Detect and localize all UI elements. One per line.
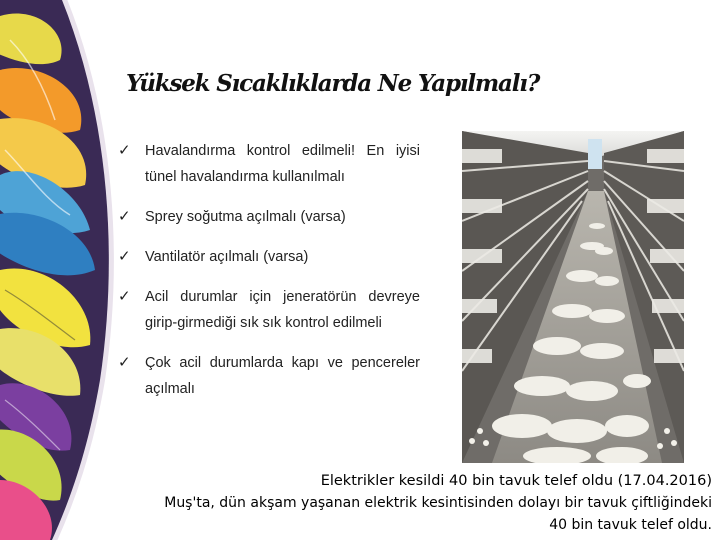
photo-caption — [152, 470, 712, 536]
bullet-text: Vantilatör açılmalı (varsa) — [145, 249, 309, 265]
bullet-text: Acil durumlar için jeneratörün devreye girip-girmediği sık sık kontrol edilmeli — [145, 289, 420, 331]
checkmark-icon: ✓ — [118, 354, 131, 371]
caption-body: Muş'ta, dün akşam yaşanan elektrik kesintisinden dolayı bir tavuk çiftliğindeki 40 bin tavuk telef oldu. — [164, 495, 712, 533]
bullet-item — [118, 204, 420, 230]
checkmark-icon: ✓ — [118, 142, 131, 159]
bullet-item — [118, 138, 420, 190]
bullet-list — [118, 138, 420, 416]
bullet-text: Çok acil durumlarda kapı ve pencereler açılmalı — [145, 355, 420, 397]
checkmark-icon: ✓ — [118, 208, 131, 225]
bullet-item — [118, 284, 420, 336]
bullet-item — [118, 350, 420, 402]
checkmark-icon: ✓ — [118, 288, 131, 305]
caption-headline: Elektrikler kesildi 40 bin tavuk telef oldu (17.04.2016) — [320, 473, 712, 489]
slide-title: Yüksek Sıcaklıklarda Ne Yapılmalı? — [126, 70, 540, 97]
bullet-text: Sprey soğutma açılmalı (varsa) — [145, 209, 346, 225]
checkmark-icon: ✓ — [118, 248, 131, 265]
poultry-house-photo — [462, 131, 684, 463]
bullet-item — [118, 244, 420, 270]
bullet-text: Havalandırma kontrol edilmeli! En iyisi tünel havalandırma kullanılmalı — [145, 143, 420, 185]
